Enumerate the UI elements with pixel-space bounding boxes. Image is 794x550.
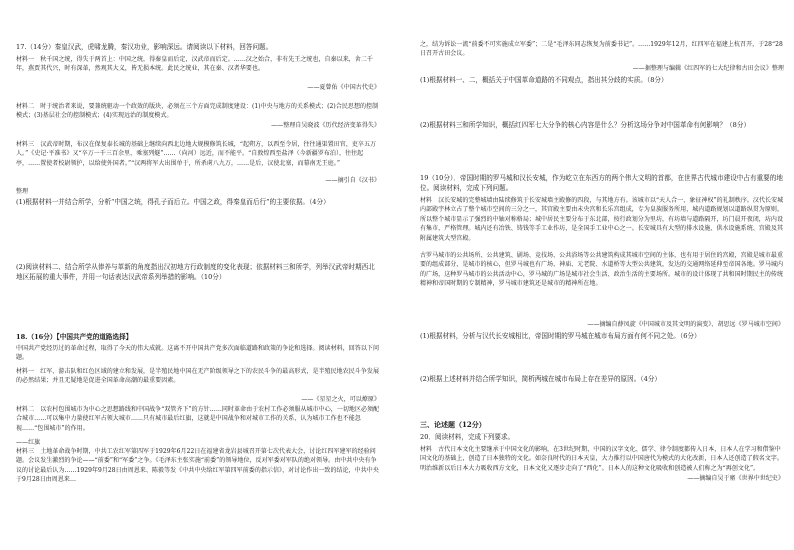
q17-material-3: 材料三 汉武帝时期，布汉在保复泰长城的基础上继续向西北边地大规模修筑长城，“起朔方，以西至令居，往往通渠置田官，吏卒五万人。”《史记·平准书》又“卒万一千三百余里，乘塞列燧”……（向河）远近，而不能平。“自敦煌西至盐泽（今新疆罗布泊），往往起亭，……置使者校尉领护，以给使外国者。”“汉两将军大出围单于，所杀虏八九万，……是后，汉使北塞，而幕南无王庭。” bbox=[16, 141, 377, 167]
q19-question-2: (2)根据上述材料并结合所学知识，简析两城在城市布局上存在差异的原因。（4分） bbox=[420, 375, 662, 383]
q18-material-3: 材料三 土地革命战争时期，中共工农红军第四军于1929年6月22日在福建省龙岩县城召开第七次代表大会，讨论红四军建军的经验问题。会议发生激烈的争论——“前委”和“军委”之争。《毛泽东主张实施“前委”的领导地位，反对军委对军队的绝对领导。由中共中央有争议的讨论最后认为……1929年9月28日由周恩来、陈毅等发《中共中央给红军第四军前委的指示信》，对讨论作出一致的结论，中共中央于9月28日由周恩来… bbox=[16, 448, 379, 484]
q18-material-1-source: ——《星星之火，可以燎原》 bbox=[301, 396, 380, 403]
q18-material-2: 材料二 以农村包围城市为中心之思想路线和中国战争“双管齐下”的方针……同时革命由于农村工作必须服从城市中心，一切地区必须配合城市……可以集中力量使红军占领大城市……只有城市最后红旗，这就是中国战争和对城市工作的关系，认为城市工作也不能忽视……“包围城市”的作用。 bbox=[16, 406, 380, 432]
q18-question-2: (2)根据材料三和所学知识，概括红四军七大分争的核心内容是什么？分析这场分争对中国革命有何影响？（8分） bbox=[420, 121, 751, 129]
q20-title: 20．阅读材料，完成下列要求。 bbox=[420, 433, 515, 441]
section-3-heading: 三、论述题（12分） bbox=[420, 420, 486, 429]
q18-material-3-source: ——据整理与编辑《红四军的七大纪律和古田会议》整理 bbox=[632, 65, 784, 72]
q17-material-1: 材料一 秋千国之统，得失于两首上：中国之统，得秦皇而后定，汉武帝而后定。……汉之始合，非有先王之统也，自秦以来，舍二千年，燕贾其代兴，时有深革，然观其大义，皆无损本统。此民之统业，其在秦、汉者华要也。 bbox=[16, 56, 373, 73]
q17-question-2: (2)阅读材料二、结合所学从俸养与革新的角度指出汉初地方行政制度的变化表现；依据材料三和所学，列举汉武帝时期西北地区拓展的重大事件，并用一句话表达汉武帝系列举措的影响。（10分） bbox=[16, 263, 375, 282]
q19-material-1: 材料 汉长安城的完整城墙由陆续修筑于长安城墙主殿修的四段，与其地方有。该城市以“天人合一、象征神权”的礼制秩序。汉代长安城内部殿宇林立占了整个城市空间的三分之一，其宫殿主要由未央宫和长乐宫组成，专为皇族服务所用，城内道路规划以道路纵贯为原则，所以整个城市显示了强烈的中轴对称格局；城中居民主要分布于东北部，按行政划分为里坊，有坊墙与道路隔开，坊门晨开夜闭，坊内设有集市，严格管理。城内还有冶铁、铸钱等手工业作坊，是全国手工业中心之一。长安城具有大型的排水设施、供水设施系统、宫殿及其附属建筑大型宫殿。 bbox=[420, 197, 784, 242]
q18-title: 18.（16分）【中国共产党的道路选择】 bbox=[16, 333, 133, 341]
q18-intro: 中国共产党经历过的革命过程，取得了今天的伟大成就。这离不开中国共产党多次面临道路和政策的争论和选择。阅读材料，回答以下问题。 bbox=[16, 345, 380, 362]
q17-note: 整理 bbox=[16, 188, 29, 195]
q17-material-2-source: ——整理自吴晓波《历代经济变革得失》 bbox=[271, 122, 380, 129]
q18-question-1: (1)根据材料一、二，概括关于中国革命道路的不同观点，指出其分歧的实质。（8分） bbox=[420, 76, 668, 84]
q17-material-1-source: ——夏曾佑《中国古代史》 bbox=[307, 84, 380, 91]
q19-question-1: (1)根据材料，分析与汉代长安城相比，帝国时期的罗马城在城市布局方面有何不同之处。（6分） bbox=[420, 332, 701, 340]
q20-material-source: ——摘编自吴于廑《世界中世纪史》 bbox=[687, 475, 784, 482]
q18-material-3-continued: 之，结为诉讼一流“前委不可实施成立军委”；二是“毛泽东同志恢复为前委书记”。……1929年12月，红四军在福建上杭召开，于28“28日召开古田会议。 bbox=[420, 41, 783, 58]
q19-material-source: ——摘编自薛凤旋《中国城市及其文明的演变》、胡思远《罗马城市空间》 bbox=[587, 321, 784, 328]
q17-question-1: (1)根据材料一并结合所学，分析“中国之统，得孔子而后立。中国之政，得秦皇而后行”的主要依据。（4分） bbox=[16, 198, 330, 206]
q18-material-2-source: ——红旗 bbox=[16, 439, 41, 446]
q17-material-2: 材料二 时于统治者来说，要兼统驱动一个政效的版块，必须在三个方面完成制度建设：(1)中央与地方的关系模式；(2)合民思想的控制模式；(3)基层社会的控制模式；(4)实现远治的制度模式。 bbox=[16, 103, 379, 120]
q19-title: 19（10分）．帝国时期的罗马城和汉长安城，作为屹立在东西方的两个伟大文明的首都，在世界古代城市建设中占有重要的地位。阅读材料，完成下列问题。 bbox=[420, 174, 783, 193]
q17-material-3-source: ——摘引自《汉书》 bbox=[325, 177, 380, 184]
right-column bbox=[420, 0, 784, 550]
left-column bbox=[16, 0, 380, 550]
q17-title: 17.（14分）秦皇汉武，虎啸龙腾，秦汉功业，影响深远。请阅读以下材料，回答问题。 bbox=[16, 43, 273, 51]
q18-material-1: 材料一 红军、游击队和红色区域的建立和发展，是半殖民地中国在无产阶级领导之下的农民斗争的最高形式，是半殖民地农民斗争发展的必然结果；并且无疑地是促进全国革命高潮的最重要因素。 bbox=[16, 368, 380, 385]
q20-material: 材料 古代日本文化主要继承于中国文化的影响，在3世纪时期，中国的汉字文化、儒学、律令制度都传入日本，日本人在学习和借鉴中国文化的基础上，创造了日本独特的文化。如奈良时代的日本天皇，大力推行以中国唐代为模式的大化改新，日本人还创造了假名文字。明治维新以后日本大力吸收西方文化，日本文化又逐步走向了“西化”。日本人的这种文化吸收和创造被人们称之为“再创文化”。 bbox=[420, 446, 784, 472]
q19-material-2: 古罗马城市的公共场所、公共建筑、剧场、竞技场、公共浴场等公共建筑构成其城市空间的主体，也有用于居住的宫殿，宫殿是城市最重要的组成部分，是城市的核心，但罗马城也有广场、神庙、元老院、水道桥等大型公共建筑，发达的交通网络延伸至帝国各地。罗马城内的广场，这种罗马城市的公共活动中心，罗马城的广场是城市社会生活、政治生活的主要场所。城市的设计体现了共和国时期民主的传统精神和帝国时期的专制精神，罗马城市建筑还是城市的精神所在地。 bbox=[420, 252, 784, 288]
